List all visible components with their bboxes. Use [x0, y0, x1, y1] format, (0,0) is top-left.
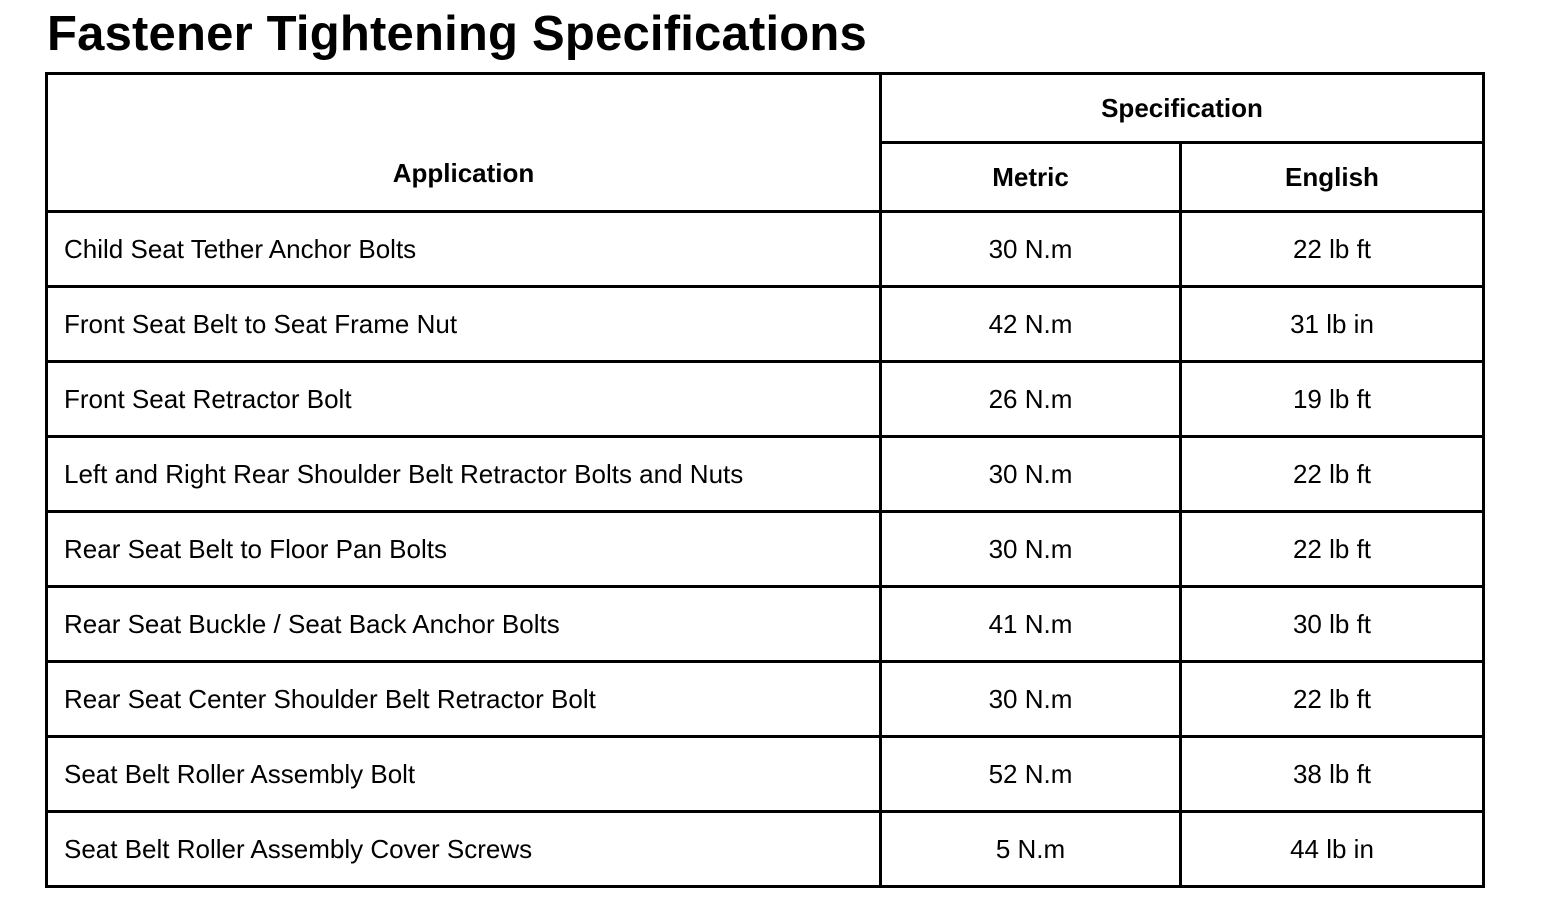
english-cell: 22 lb ft	[1181, 212, 1484, 287]
english-cell: 22 lb ft	[1181, 662, 1484, 737]
metric-cell: 30 N.m	[881, 212, 1181, 287]
table-row	[47, 512, 1484, 587]
table-body	[47, 212, 1484, 887]
table-row	[47, 587, 1484, 662]
metric-cell: 42 N.m	[881, 287, 1181, 362]
metric-cell: 30 N.m	[881, 662, 1181, 737]
table-row	[47, 362, 1484, 437]
application-cell: Left and Right Rear Shoulder Belt Retractor Bolts and Nuts	[47, 437, 881, 512]
application-cell: Rear Seat Belt to Floor Pan Bolts	[47, 512, 881, 587]
english-cell: 31 lb in	[1181, 287, 1484, 362]
table-row	[47, 812, 1484, 887]
table-row	[47, 662, 1484, 737]
metric-cell: 5 N.m	[881, 812, 1181, 887]
english-cell: 30 lb ft	[1181, 587, 1484, 662]
table-row	[47, 287, 1484, 362]
english-cell: 38 lb ft	[1181, 737, 1484, 812]
application-cell: Child Seat Tether Anchor Bolts	[47, 212, 881, 287]
metric-cell: 30 N.m	[881, 512, 1181, 587]
table-row	[47, 437, 1484, 512]
table-header	[47, 74, 1484, 212]
table-row	[47, 212, 1484, 287]
column-header-english: English	[1181, 143, 1484, 212]
metric-cell: 30 N.m	[881, 437, 1181, 512]
application-cell: Front Seat Retractor Bolt	[47, 362, 881, 437]
metric-cell: 41 N.m	[881, 587, 1181, 662]
column-header-metric: Metric	[881, 143, 1181, 212]
application-cell: Rear Seat Buckle / Seat Back Anchor Bolts	[47, 587, 881, 662]
application-cell: Front Seat Belt to Seat Frame Nut	[47, 287, 881, 362]
english-cell: 22 lb ft	[1181, 512, 1484, 587]
fastener-spec-table	[45, 72, 1485, 888]
header-row-top	[47, 74, 1484, 143]
english-cell: 22 lb ft	[1181, 437, 1484, 512]
metric-cell: 26 N.m	[881, 362, 1181, 437]
metric-cell: 52 N.m	[881, 737, 1181, 812]
application-cell: Rear Seat Center Shoulder Belt Retractor Bolt	[47, 662, 881, 737]
column-header-specification: Specification	[881, 74, 1484, 143]
page-title: Fastener Tightening Specifications	[47, 7, 867, 61]
english-cell: 19 lb ft	[1181, 362, 1484, 437]
table-row	[47, 737, 1484, 812]
column-header-application: Application	[47, 74, 881, 212]
application-cell: Seat Belt Roller Assembly Cover Screws	[47, 812, 881, 887]
english-cell: 44 lb in	[1181, 812, 1484, 887]
application-cell: Seat Belt Roller Assembly Bolt	[47, 737, 881, 812]
